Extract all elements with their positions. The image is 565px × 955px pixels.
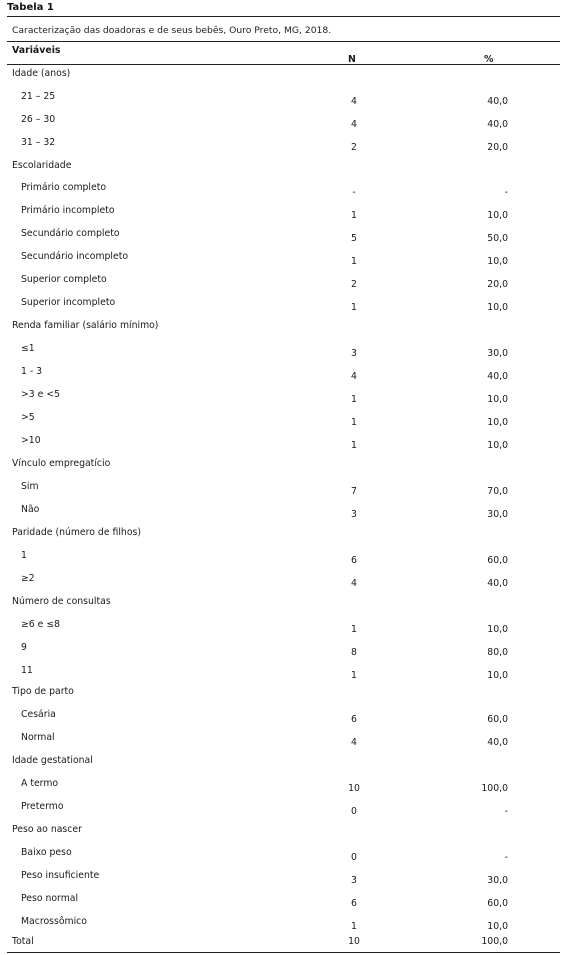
row-label: 21 – 25 (21, 91, 56, 102)
category-row (0, 160, 565, 176)
row-label: Escolaridade (12, 160, 72, 171)
row-n-value: 10 (348, 783, 360, 794)
row-label: Tipo de parto (12, 686, 74, 697)
row-label: Peso insuficiente (21, 870, 100, 881)
table-row (0, 778, 565, 794)
table-row (0, 91, 565, 107)
table-row (0, 412, 565, 428)
row-percent-value: 100,0 (481, 936, 508, 947)
category-row (0, 320, 565, 336)
table-row (0, 297, 565, 313)
category-row (0, 824, 565, 840)
row-percent-value: 10,0 (487, 440, 508, 451)
row-n-value: 6 (351, 555, 357, 566)
row-label: A termo (21, 778, 59, 789)
row-percent-value: 30,0 (487, 348, 508, 359)
row-label: Renda familiar (salário mínimo) (12, 320, 159, 331)
row-n-value: 0 (351, 806, 357, 817)
row-percent-value: - (504, 852, 508, 863)
row-label: >5 (21, 412, 35, 423)
table-row (0, 642, 565, 658)
table-row (0, 893, 565, 909)
row-n-value: 1 (351, 302, 357, 313)
row-label: 1 - 3 (21, 366, 43, 377)
row-n-value: 5 (351, 233, 357, 244)
row-percent-value: 20,0 (487, 142, 508, 153)
row-label: 11 (21, 665, 33, 676)
row-n-value: - (352, 187, 356, 198)
row-label: Peso normal (21, 893, 79, 904)
table-row (0, 481, 565, 497)
category-row (0, 596, 565, 612)
row-n-value: 2 (351, 142, 357, 153)
header-variable: Variáveis (12, 45, 61, 56)
row-n-value: 4 (351, 119, 357, 130)
row-label: Não (21, 504, 40, 515)
row-percent-value: 40,0 (487, 737, 508, 748)
row-percent-value: 40,0 (487, 119, 508, 130)
table-row (0, 366, 565, 382)
row-percent-value: 10,0 (487, 256, 508, 267)
row-n-value: 10 (348, 936, 360, 947)
row-percent-value: - (504, 806, 508, 817)
row-label: ≥2 (21, 573, 35, 584)
row-label: Vínculo empregatício (12, 458, 111, 469)
table-row (0, 619, 565, 635)
row-n-value: 3 (351, 348, 357, 359)
row-label: Primário completo (21, 182, 107, 193)
category-row (0, 458, 565, 474)
table-caption: Caracterização das doadoras e de seus bebês, Ouro Preto, MG, 2018. (12, 25, 332, 36)
row-label: 26 – 30 (21, 114, 56, 125)
row-percent-value: 30,0 (487, 875, 508, 886)
row-percent-value: 50,0 (487, 233, 508, 244)
row-label: Cesária (21, 709, 56, 720)
row-n-value: 4 (351, 371, 357, 382)
row-n-value: 1 (351, 921, 357, 932)
table-row (0, 114, 565, 130)
row-label: Número de consultas (12, 596, 111, 607)
table-row (0, 916, 565, 932)
table-row (0, 251, 565, 267)
row-percent-value: 10,0 (487, 624, 508, 635)
row-label: Superior incompleto (21, 297, 116, 308)
table-row (0, 205, 565, 221)
row-label: Baixo peso (21, 847, 72, 858)
row-n-value: 0 (351, 852, 357, 863)
table-row (0, 573, 565, 589)
row-n-value: 7 (351, 486, 357, 497)
row-percent-value: 10,0 (487, 417, 508, 428)
table-row (0, 137, 565, 153)
row-label: ≥6 e ≤8 (21, 619, 61, 630)
header-rule (7, 64, 560, 65)
table-row (0, 389, 565, 405)
row-label: Peso ao nascer (12, 824, 82, 835)
row-n-value: 3 (351, 875, 357, 886)
row-n-value: 1 (351, 624, 357, 635)
row-n-value: 3 (351, 509, 357, 520)
row-label: Paridade (número de filhos) (12, 527, 141, 538)
row-label: 9 (21, 642, 27, 653)
row-label: Pretermo (21, 801, 64, 812)
row-label: Normal (21, 732, 55, 743)
row-n-value: 2 (351, 279, 357, 290)
category-row (0, 68, 565, 84)
row-n-value: 4 (351, 96, 357, 107)
header-n: N (348, 54, 356, 65)
row-n-value: 1 (351, 440, 357, 451)
table-row (0, 870, 565, 886)
table-title: Tabela 1 (7, 2, 54, 13)
bottom-rule (7, 952, 560, 953)
row-label: Total (12, 936, 34, 947)
table-row (0, 801, 565, 817)
row-n-value: 1 (351, 670, 357, 681)
row-percent-value: 80,0 (487, 647, 508, 658)
category-row (0, 755, 565, 771)
row-n-value: 8 (351, 647, 357, 658)
table-row (0, 550, 565, 566)
row-label: Macrossômico (21, 916, 87, 927)
table-row (0, 343, 565, 359)
row-label: Superior completo (21, 274, 107, 285)
category-row (0, 527, 565, 543)
row-label: ≤1 (21, 343, 35, 354)
row-percent-value: 10,0 (487, 210, 508, 221)
category-row (0, 686, 565, 702)
total-row (0, 936, 565, 952)
table-row (0, 274, 565, 290)
row-percent-value: 10,0 (487, 670, 508, 681)
row-n-value: 1 (351, 417, 357, 428)
table-row (0, 182, 565, 198)
row-percent-value: 20,0 (487, 279, 508, 290)
row-percent-value: 40,0 (487, 96, 508, 107)
row-n-value: 1 (351, 210, 357, 221)
row-label: Idade (anos) (12, 68, 71, 79)
row-label: 31 – 32 (21, 137, 56, 148)
row-n-value: 4 (351, 737, 357, 748)
table-row (0, 732, 565, 748)
row-percent-value: 40,0 (487, 578, 508, 589)
row-percent-value: 100,0 (481, 783, 508, 794)
row-percent-value: 10,0 (487, 302, 508, 313)
row-n-value: 6 (351, 898, 357, 909)
row-n-value: 1 (351, 256, 357, 267)
row-label: Primário incompleto (21, 205, 115, 216)
row-label: >10 (21, 435, 41, 446)
table-row (0, 435, 565, 451)
row-percent-value: 30,0 (487, 509, 508, 520)
table-row (0, 665, 565, 681)
table-row (0, 228, 565, 244)
caption-rule (7, 41, 560, 42)
header-percent: % (484, 54, 494, 65)
row-percent-value: 60,0 (487, 714, 508, 725)
row-label: Idade gestational (12, 755, 93, 766)
row-n-value: 6 (351, 714, 357, 725)
row-label: >3 e <5 (21, 389, 61, 400)
row-n-value: 4 (351, 578, 357, 589)
row-label: Secundário completo (21, 228, 120, 239)
row-percent-value: 60,0 (487, 898, 508, 909)
table-row (0, 847, 565, 863)
row-percent-value: 60,0 (487, 555, 508, 566)
table-row (0, 504, 565, 520)
row-label: 1 (21, 550, 27, 561)
top-rule (7, 16, 560, 17)
row-percent-value: - (504, 187, 508, 198)
row-percent-value: 70,0 (487, 486, 508, 497)
row-percent-value: 10,0 (487, 921, 508, 932)
row-n-value: 1 (351, 394, 357, 405)
row-percent-value: 10,0 (487, 394, 508, 405)
table-row (0, 709, 565, 725)
row-percent-value: 40,0 (487, 371, 508, 382)
row-label: Secundário incompleto (21, 251, 129, 262)
row-label: Sim (21, 481, 39, 492)
